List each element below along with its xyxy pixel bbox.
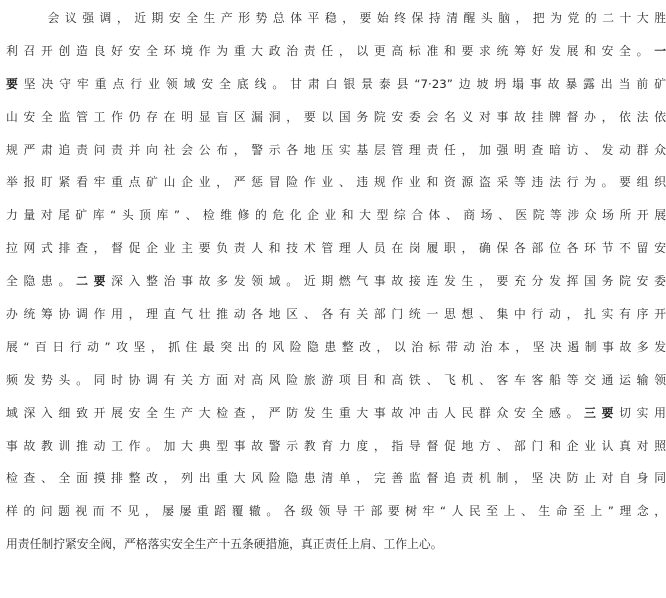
text-line <box>6 232 666 265</box>
text-segment: 山安全监管工作仍存在明显盲区漏洞，要以国务院安委会名义对事故挂牌督办，依法依 <box>6 109 666 124</box>
text-line <box>6 495 666 528</box>
text-segment: 深入整治事故多发领域。近期燃气事故接连发生，要充分发挥国务院安委 <box>111 274 666 289</box>
text-segment: 坚决守牢重点行业领域安全底线。甘肃白银景泰县“7·23”边坡坍塌事故暴露出当前矿 <box>23 76 666 91</box>
item-marker-one: 要 <box>6 76 24 91</box>
text-line <box>6 462 666 495</box>
text-segment: 事故教训推动工作。加大典型事故警示教育力度，指导督促地方、部门和企业认真对照 <box>6 438 666 453</box>
text-segment: 用责任制拧紧安全阀，严格落实安全生产十五条硬措施，真正责任上肩、工作上心。 <box>6 537 443 552</box>
text-line <box>6 298 666 331</box>
text-segment: 规严肃追责问责并向社会公布，警示各地压实基层管理责任，加强明查暗访、发动群众 <box>6 142 666 157</box>
text-line <box>6 134 666 167</box>
text-segment: 拉网式排查，督促企业主要负责人和技术管理人员在岗履职，确保各部位各环节不留安 <box>6 241 666 256</box>
text-segment: 域深入细致开展安全生产大检查，严防发生重大事故冲击人民群众安全感。 <box>6 405 585 420</box>
text-line <box>6 101 666 134</box>
text-line <box>6 528 666 561</box>
item-marker-two: 二要 <box>76 274 112 289</box>
text-segment: 样的问题视而不见，屡屡重蹈覆辙。各级领导干部要树牢“人民至上、生命至上”理念， <box>6 504 666 519</box>
text-segment: 切实用 <box>619 405 666 420</box>
text-segment: 会议强调，近期安全生产形势总体平稳，要始终保持清醒头脑，把为党的二十大胜 <box>42 11 666 25</box>
text-line <box>6 68 666 101</box>
text-line <box>6 199 666 232</box>
item-marker-three: 三要 <box>584 405 620 420</box>
text-line <box>6 2 666 35</box>
text-segment: 频发势头。同时协调有关方面对高风险旅游项目和高铁、飞机、客车客船等交通运输领 <box>6 372 666 387</box>
item-marker-one: 一 <box>654 43 666 58</box>
text-segment: 举报盯紧看牢重点矿山企业，严惩冒险作业、违规作业和资源盗采等违法行为。要组织 <box>6 175 666 190</box>
text-segment: 全隐患。 <box>6 274 77 289</box>
text-line <box>6 35 666 68</box>
text-segment: 办统筹协调作用，理直气壮推动各地区、各有关部门统一思想、集中行动，扎实有序开 <box>6 307 666 322</box>
text-line <box>6 265 666 298</box>
text-segment: 检查、全面摸排整改，列出重大风险隐患清单，完善监督追责机制，坚决防止对自身同 <box>6 471 666 486</box>
text-segment: 展“百日行动”攻坚，抓住最突出的风险隐患整改，以治标带动治本，坚决遏制事故多发 <box>6 339 666 354</box>
text-line <box>6 364 666 397</box>
text-line <box>6 430 666 463</box>
text-line <box>6 397 666 430</box>
text-segment: 利召开创造良好安全环境作为重大政治责任，以更高标准和要求统筹好发展和安全。 <box>6 43 655 58</box>
text-segment: 力量对尾矿库“头顶库”、检维修的危化企业和大型综合体、商场、医院等涉众场所开展 <box>6 208 666 223</box>
text-line <box>6 166 666 199</box>
text-line <box>6 331 666 364</box>
